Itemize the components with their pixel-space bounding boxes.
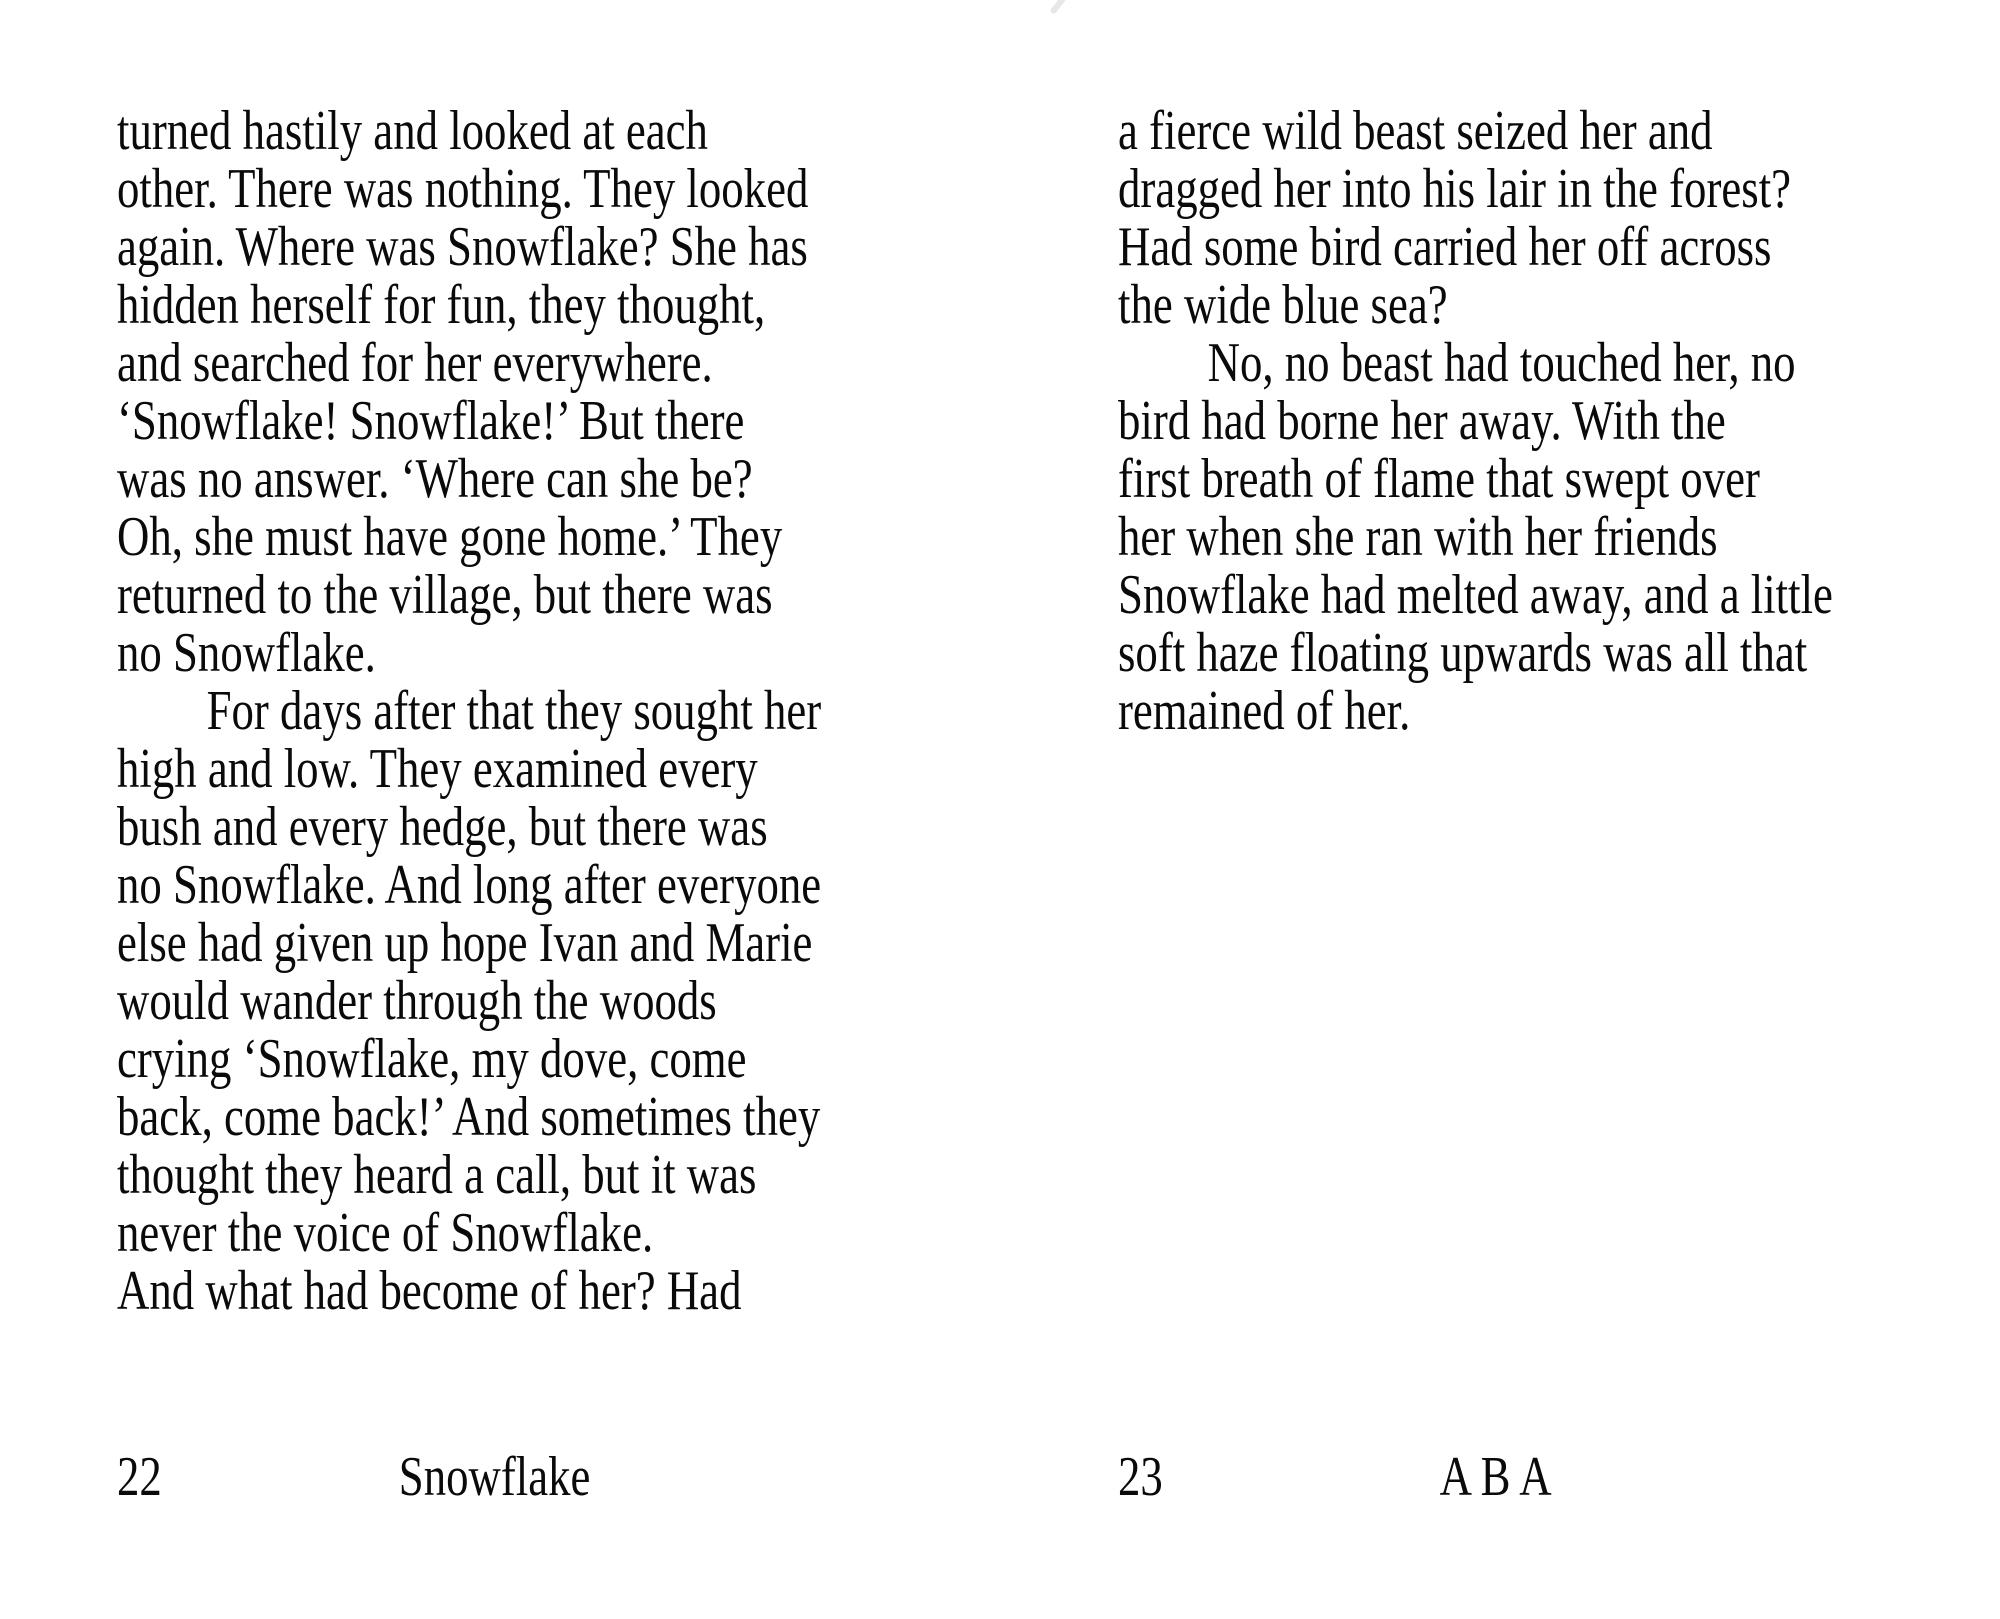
page-number: 23 — [1118, 1446, 1163, 1508]
text-line: soft haze floating upwards was all that — [1118, 622, 1808, 684]
text-line: never the voice of Snowflake. — [117, 1202, 654, 1264]
text-line: would wander through the woods — [117, 970, 717, 1032]
text-line: Snowflake had melted away, and a little — [1118, 564, 1833, 626]
text-line: bird had borne her away. With the — [1118, 390, 1726, 452]
text-line: the wide blue sea? — [1118, 274, 1448, 336]
text-line: ‘Snowflake! Snowflake!’ But there — [117, 390, 745, 452]
page-number: 22 — [117, 1446, 162, 1508]
text-line: returned to the village, but there was — [117, 564, 773, 626]
text-line: Oh, she must have gone home.’ They — [117, 506, 783, 568]
text-line: turned hastily and looked at each — [117, 100, 708, 162]
text-line: no Snowflake. And long after everyone — [117, 854, 822, 916]
running-title: A B A — [1439, 1446, 1552, 1508]
text-line-paragraph-start: No, no beast had touched her, no — [1207, 332, 1796, 394]
page-right-footer — [1118, 1448, 1873, 1506]
text-line: else had given up hope Ivan and Marie — [117, 912, 813, 974]
text-line: And what had become of her? Had — [117, 1260, 742, 1322]
text-line: first breath of flame that swept over — [1118, 448, 1760, 510]
text-line: a fierce wild beast seized her and — [1118, 100, 1713, 162]
text-line: thought they heard a call, but it was — [117, 1144, 757, 1206]
text-line: Had some bird carried her off across — [1118, 216, 1772, 278]
text-line: high and low. They examined every — [117, 738, 758, 800]
text-line: again. Where was Snowflake? She has — [117, 216, 808, 278]
running-title: Snowflake — [398, 1446, 591, 1508]
text-line: no Snowflake. — [117, 622, 376, 684]
text-line-paragraph-start: For days after that they sought her — [206, 680, 822, 742]
text-line: crying ‘Snowflake, my dove, come — [117, 1028, 747, 1090]
text-line: hidden herself for fun, they thought, — [117, 274, 766, 336]
page-right-text — [1118, 102, 1873, 740]
text-line: her when she ran with her friends — [1118, 506, 1718, 568]
page-left-text — [117, 102, 872, 1320]
page-left-footer — [117, 1448, 872, 1506]
text-line: bush and every hedge, but there was — [117, 796, 768, 858]
text-line: dragged her into his lair in the forest? — [1118, 158, 1792, 220]
text-line: and searched for her everywhere. — [117, 332, 713, 394]
text-line: other. There was nothing. They looked — [117, 158, 809, 220]
text-line: was no answer. ‘Where can she be? — [117, 448, 753, 510]
text-line: back, come back!’ And sometimes they — [117, 1086, 821, 1148]
text-line: remained of her. — [1118, 680, 1411, 742]
page-right — [1000, 0, 2000, 1619]
